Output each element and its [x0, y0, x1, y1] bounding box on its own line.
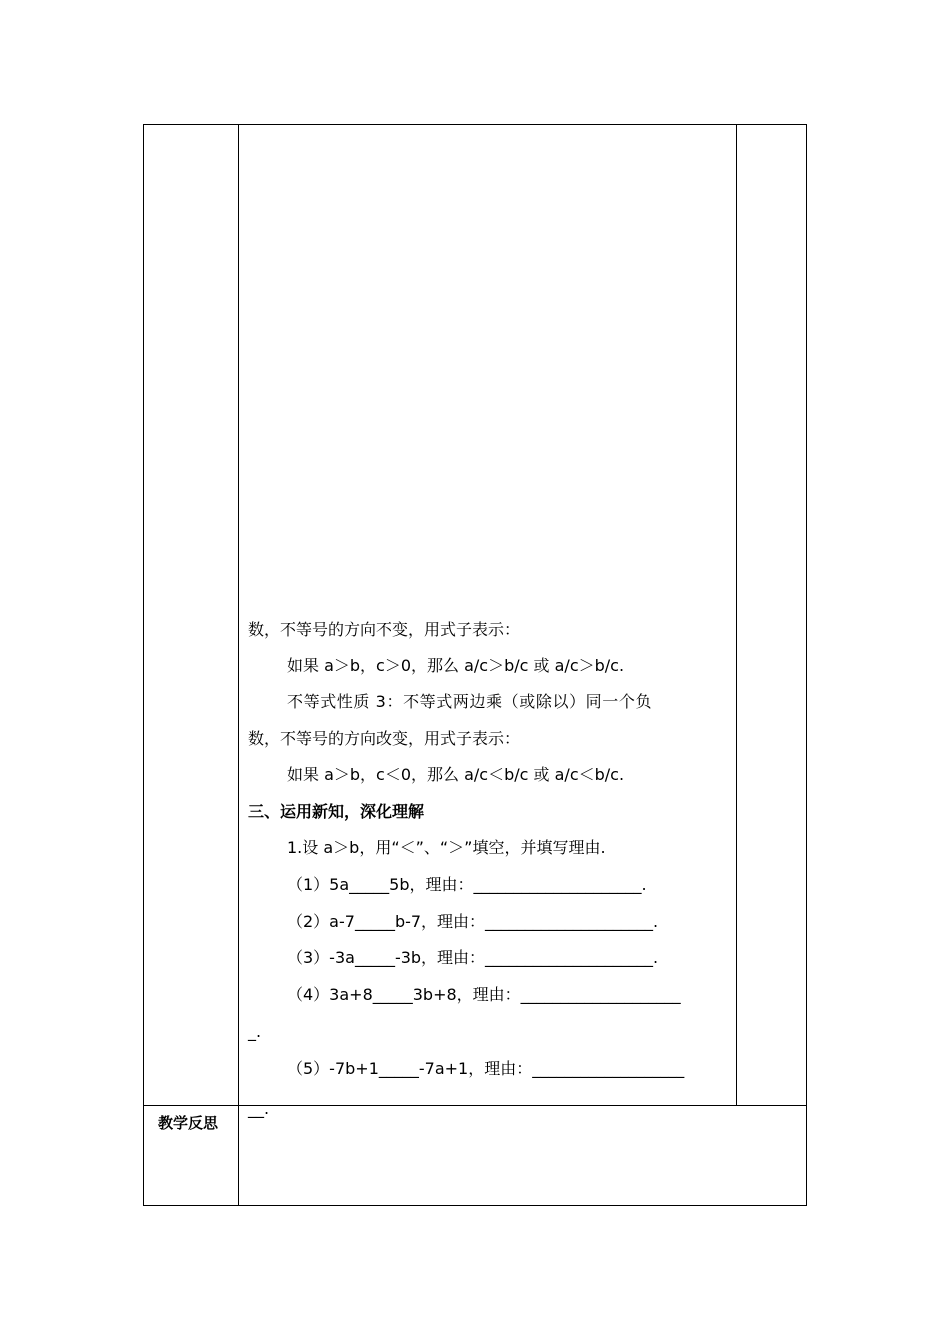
text-line-5: 如果 a＞b，c＜0，那么 a/c＜b/c 或 a/c＜b/c. [287, 765, 625, 784]
text-line-4: 数，不等号的方向改变，用式子表示： [248, 729, 521, 748]
exercise-item-5: （5）-7b+1_____-7a+1，理由：___________________ [287, 1059, 685, 1078]
table-row-divider [143, 1105, 807, 1106]
table-column-divider [238, 124, 239, 1206]
table-bottom-border [143, 1205, 807, 1206]
exercise-intro: 1.设 a＞b，用“＜”、“＞”填空，并填写理由. [287, 838, 606, 857]
exercise-item-4-continuation: _. [248, 1022, 262, 1041]
reflection-label: 教学反思 [158, 1114, 219, 1132]
text-line-3: 不等式性质 3：不等式两边乘（或除以）同一个负 [287, 692, 653, 711]
exercise-item-2: （2）a-7_____b-7，理由：_____________________. [287, 912, 659, 931]
exercise-item-5-continuation: __. [248, 1099, 270, 1118]
section-title: 三、运用新知，深化理解 [248, 802, 425, 821]
exercise-item-4: （4）3a+8_____3b+8，理由：____________________ [287, 985, 681, 1004]
table-top-border [143, 124, 807, 125]
exercise-item-3: （3）-3a_____-3b，理由：_____________________. [287, 948, 659, 967]
text-line-1: 数，不等号的方向不变，用式子表示： [248, 620, 521, 639]
table-left-border [143, 124, 144, 1206]
exercise-item-1: （1）5a_____5b，理由：_____________________. [287, 875, 647, 894]
table-inner-column-divider [736, 124, 737, 1106]
table-right-border [806, 124, 807, 1206]
text-line-2: 如果 a＞b，c＞0，那么 a/c＞b/c 或 a/c＞b/c. [287, 656, 625, 675]
